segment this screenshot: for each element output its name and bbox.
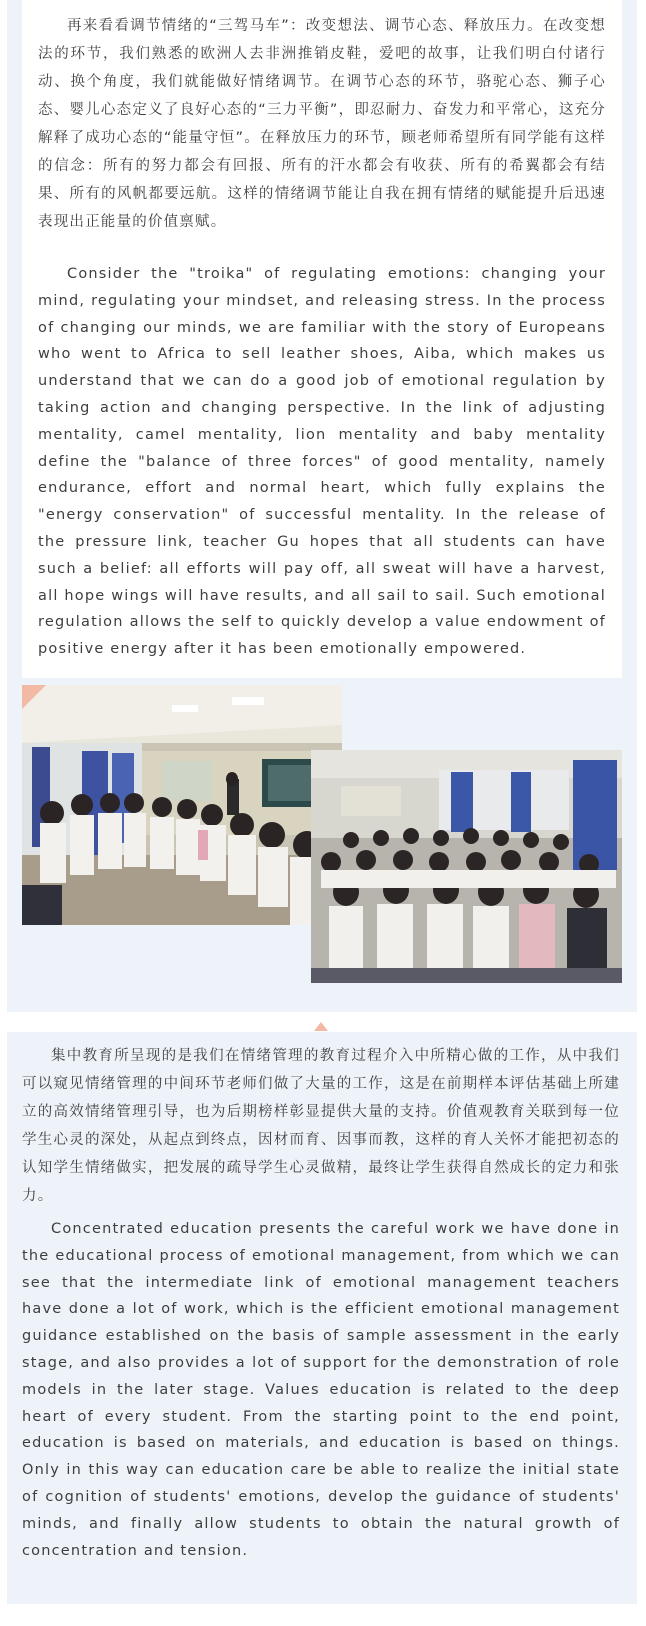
text-block-top: [38, 12, 606, 663]
classroom-photo-left: [22, 685, 342, 925]
classroom-photo-right-image: [311, 750, 622, 983]
text-block-bottom: [22, 1042, 620, 1564]
corner-accent: [22, 685, 46, 709]
english-paragraph-emotion-regulation: Consider the "troika" of regulating emotions: changing your mind, regulating your mindset, and releasing stress. In the process of changing our minds, we are familiar with the story of Europeans who went to Africa to sell leather shoes, Aiba, which makes us understand that we can do a good job of emotional regulation by taking action and changing perspective. In the link of adjusting mentality, camel mentality, lion mentality and baby mentality define the "balance of three forces" of good mentality, namely endurance, effort and normal heart, which fully explains the "energy conservation" of successful mentality. In the release of the pressure link, teacher Gu hopes that all students can have such a belief: all efforts will pay off, all sweat will have a harvest, all hope wings will have results, and all sail to sail. Such emotional regulation allows the self to quickly develop a value endowment of positive energy after it has been emotionally empowered.: [38, 266, 606, 658]
classroom-photo-left-image: [22, 685, 342, 925]
classroom-photo-right: [311, 750, 622, 983]
chinese-paragraph-concentrated-education: 集中教育所呈现的是我们在情绪管理的教育过程介入中所精心做的工作，从中我们可以窥见情绪管理的中间环节老师们做了大量的工作，这是在前期样本评估基础上所建立的高效情绪管理引导，也为后期榜样彰显提供大量的支持。价值观教育关联到每一位学生心灵的深处，从起点到终点，因材而育、因事而教，这样的育人关怀才能把初态的认知学生情绪做实，把发展的疏导学生心灵做精，最终让学生获得自然成长的定力和张力。: [22, 1048, 620, 1204]
english-paragraph-concentrated-education: Concentrated education presents the careful work we have done in the educational process of emotional management, from which we can see that the intermediate link of emotional management teachers have done a lot of work, which is the efficient emotional management guidance established on the basis of sample assessment in the early stage, and also provides a lot of support for the demonstration of role models in the later stage. Values education is related to the deep heart of every student. From the starting point to the end point, education is based on materials, and education is based on things. Only in this way can education care be able to realize the initial state of cognition of students' emotions, develop the guidance of students' minds, and finally allow students to obtain the natural growth of concentration and tension.: [22, 1221, 620, 1559]
chinese-paragraph-emotion-regulation: 再来看看调节情绪的“三驾马车”：改变想法、调节心态、释放压力。在改变想法的环节，我们熟悉的欧洲人去非洲推销皮鞋，爱吧的故事，让我们明白付诸行动、换个角度，我们就能做好情绪调节。在调节心态的环节，骆驼心态、狮子心态、婴儿心态定义了良好心态的“三力平衡”，即忍耐力、奋发力和平常心，这充分解释了成功心态的“能量守恒”。在释放压力的环节，顾老师希望所有同学能有这样的信念：所有的努力都会有回报、所有的汗水都会有收获、所有的希翼都会有结果、所有的风帆都要远航。这样的情绪调节能让自我在拥有情绪的赋能提升后迅速表现出正能量的价值禀赋。: [38, 18, 606, 230]
section-divider-arrow: [314, 1022, 328, 1031]
